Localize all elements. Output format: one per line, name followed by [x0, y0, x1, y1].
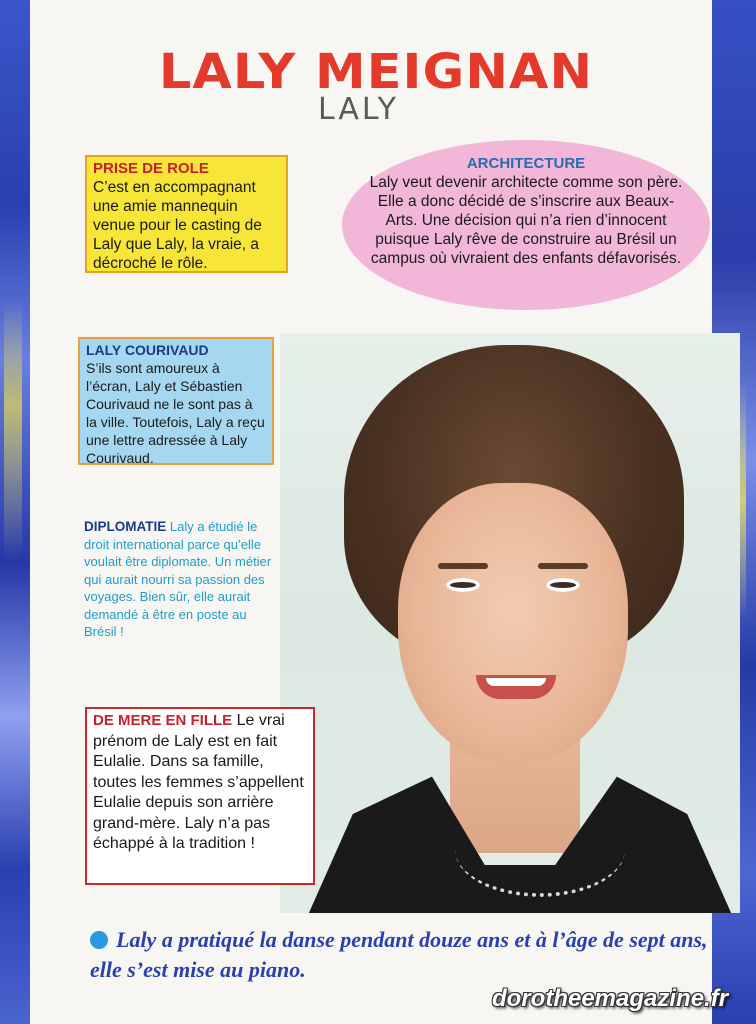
laly-courivaud-box [78, 337, 274, 465]
portrait-photo [280, 333, 740, 913]
right-eye [546, 578, 580, 592]
bottom-note [90, 925, 730, 985]
prise-de-role-text: C’est en accompagnant une amie mannequin venue pour le casting de Laly que Laly, la vraie, a décroché le rôle. [93, 179, 262, 272]
laly-courivaud-text: S’ils sont amoureux à l’écran, Laly et Sébastien Courivaud ne le sont pas à la ville. Toutefois, Laly a reçu une lettre adressée à Laly Courivaud. [86, 360, 265, 466]
page-subtitle: LALY [318, 92, 399, 127]
watermark: dorotheemagazine.fr [492, 985, 729, 1012]
diplomatie-heading: DIPLOMATIE [84, 519, 167, 534]
diplomatie-text: Laly a étudié le droit international parce qu’elle voulait être diplomate. Un métier qui aurait nourri sa passion des voyages. Bien sûr, elle aurait demandé à être en poste au Brésil ! [84, 519, 272, 639]
de-mere-en-fille-text: Le vrai prénom de Laly est en fait Eulalie. Dans sa famille, toutes les femmes s’appellent Eulalie depuis son arrière grand-mère. Laly n’a pas échappé à la tradition ! [93, 712, 304, 852]
architecture-text: Laly veut devenir architecte comme son père. Elle a donc décidé de s’inscrire aux Beaux-Arts. Une décision qui n’a rien d’innocent puisque Laly rêve de construire au Brésil un campus où vivraient des enfants défavorisés. [369, 174, 683, 267]
prise-de-role-box [85, 155, 288, 273]
left-eye [446, 578, 480, 592]
diplomatie-box [84, 518, 282, 641]
necklace [455, 803, 625, 897]
architecture-box [342, 140, 710, 310]
left-eyebrow [438, 563, 488, 569]
laly-courivaud-heading: LALY COURIVAUD [86, 342, 209, 358]
architecture-heading: ARCHITECTURE [466, 155, 586, 172]
smile [476, 675, 556, 699]
de-mere-en-fille-box [85, 707, 315, 885]
portrait-face [398, 483, 628, 763]
left-decorative-border [0, 0, 30, 1024]
de-mere-en-fille-heading: DE MERE EN FILLE [93, 712, 233, 729]
page-title: LALY MEIGNAN [158, 44, 594, 100]
prise-de-role-heading: PRISE DE ROLE [93, 160, 209, 177]
magazine-page [30, 0, 729, 1024]
bullet-icon [90, 931, 108, 949]
bottom-note-text: Laly a pratiqué la danse pendant douze ans et à l’âge de sept ans, elle s’est mise au piano. [90, 927, 708, 982]
right-eyebrow [538, 563, 588, 569]
